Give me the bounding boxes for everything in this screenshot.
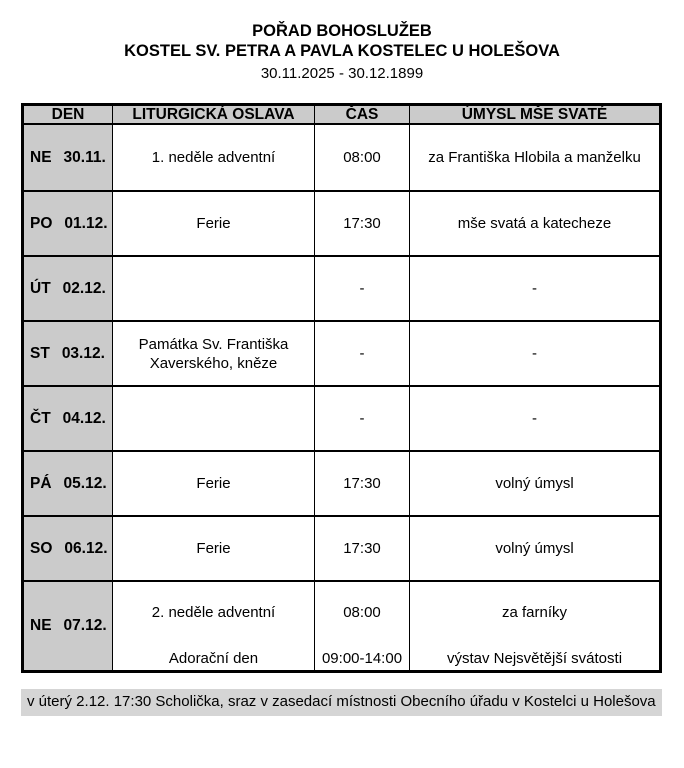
intention-text: - bbox=[532, 280, 537, 297]
intention-cell bbox=[409, 387, 659, 450]
day-date: 01.12. bbox=[64, 214, 108, 232]
schedule-table bbox=[21, 103, 662, 673]
day-cell bbox=[24, 257, 112, 320]
time-secondary-text: 09:00-14:00 bbox=[321, 650, 403, 667]
celebration-text: Ferie bbox=[196, 475, 231, 492]
intention-text: - bbox=[532, 410, 537, 427]
day-cell bbox=[24, 517, 112, 580]
table-row bbox=[24, 255, 659, 320]
time-cell bbox=[314, 452, 409, 515]
celebration-cell bbox=[112, 322, 314, 385]
day-date: 07.12. bbox=[63, 617, 107, 634]
column-header-umysl-mse-svate: ÚMYSL MŠE SVATÉ bbox=[409, 106, 659, 123]
celebration-cell bbox=[112, 192, 314, 255]
time-cell bbox=[314, 125, 409, 190]
intention-cell bbox=[409, 582, 659, 670]
day-abbreviation: SO bbox=[30, 539, 53, 557]
time-text: - bbox=[359, 280, 365, 297]
table-row bbox=[24, 190, 659, 255]
celebration-text: 1. neděle adventní bbox=[151, 149, 276, 166]
celebration-text: Památka Sv. Františka Xaverského, kněze bbox=[138, 335, 289, 372]
day-cell bbox=[24, 452, 112, 515]
day-abbreviation: NE bbox=[30, 617, 52, 634]
celebration-cell bbox=[112, 517, 314, 580]
day-date: 05.12. bbox=[63, 474, 107, 492]
celebration-cell bbox=[112, 257, 314, 320]
column-header-cas: ČAS bbox=[314, 106, 409, 123]
intention-cell bbox=[409, 452, 659, 515]
intention-cell bbox=[409, 125, 659, 190]
celebration-cell bbox=[112, 125, 314, 190]
table-row bbox=[24, 320, 659, 385]
time-text: 17:30 bbox=[343, 475, 381, 492]
day-cell bbox=[24, 192, 112, 255]
time-text: - bbox=[359, 345, 365, 362]
intention-secondary-text: výstav Nejsvětější svátosti bbox=[446, 650, 623, 667]
day-date: 30.11. bbox=[63, 148, 106, 166]
celebration-cell bbox=[112, 387, 314, 450]
intention-text: mše svatá a katecheze bbox=[457, 215, 612, 232]
page-subtitle: KOSTEL SV. PETRA A PAVLA KOSTELEC U HOLEŠOVA bbox=[124, 41, 560, 60]
day-date: 06.12. bbox=[64, 539, 108, 557]
intention-text: za Františka Hlobila a manželku bbox=[428, 149, 641, 166]
day-cell bbox=[24, 125, 112, 190]
time-cell bbox=[314, 257, 409, 320]
time-cell bbox=[314, 387, 409, 450]
table-body bbox=[24, 125, 659, 670]
time-text: 17:30 bbox=[343, 215, 381, 232]
footer-note: v úterý 2.12. 17:30 Scholička, sraz v zasedací místnosti Obecního úřadu v Kostelci u Holešova bbox=[21, 689, 662, 716]
celebration-text: 2. neděle adventní bbox=[151, 604, 276, 621]
day-cell bbox=[24, 582, 112, 670]
celebration-text: Ferie bbox=[196, 215, 231, 232]
intention-text: - bbox=[532, 345, 537, 362]
table-row bbox=[24, 515, 659, 580]
day-date: 03.12. bbox=[61, 344, 105, 362]
day-cell bbox=[24, 322, 112, 385]
day-abbreviation: ÚT bbox=[30, 279, 51, 297]
time-text: 08:00 bbox=[343, 604, 381, 621]
time-text: 08:00 bbox=[343, 149, 381, 166]
column-header-den: DEN bbox=[51, 106, 85, 123]
intention-text: volný úmysl bbox=[495, 540, 574, 557]
title-block bbox=[0, 0, 684, 83]
table-row bbox=[24, 385, 659, 450]
table-row bbox=[24, 450, 659, 515]
intention-text: za farníky bbox=[501, 604, 568, 621]
time-cell bbox=[314, 582, 409, 670]
intention-cell bbox=[409, 517, 659, 580]
celebration-cell bbox=[112, 452, 314, 515]
time-text: - bbox=[359, 410, 365, 427]
celebration-cell bbox=[112, 582, 314, 670]
day-abbreviation: ČT bbox=[30, 409, 51, 427]
page-title: POŘAD BOHOSLUŽEB bbox=[252, 22, 432, 40]
day-abbreviation: ST bbox=[30, 344, 50, 362]
day-date: 02.12. bbox=[62, 279, 106, 297]
intention-cell bbox=[409, 257, 659, 320]
time-text: 17:30 bbox=[343, 540, 381, 557]
column-header-liturgicka-oslava: LITURGICKÁ OSLAVA bbox=[112, 106, 314, 123]
table-row bbox=[24, 125, 659, 190]
intention-cell bbox=[409, 192, 659, 255]
date-range: 30.11.2025 - 30.12.1899 bbox=[260, 65, 424, 82]
day-abbreviation: PÁ bbox=[30, 474, 52, 492]
day-date: 04.12. bbox=[62, 409, 106, 427]
time-cell bbox=[314, 192, 409, 255]
time-cell bbox=[314, 322, 409, 385]
time-cell bbox=[314, 517, 409, 580]
celebration-text: Ferie bbox=[196, 540, 231, 557]
day-cell bbox=[24, 387, 112, 450]
intention-text: volný úmysl bbox=[495, 475, 574, 492]
day-abbreviation: PO bbox=[30, 214, 53, 232]
table-row bbox=[24, 580, 659, 670]
intention-cell bbox=[409, 322, 659, 385]
day-abbreviation: NE bbox=[30, 148, 52, 166]
celebration-secondary-text: Adorační den bbox=[168, 650, 259, 667]
table-header-row bbox=[24, 106, 659, 125]
